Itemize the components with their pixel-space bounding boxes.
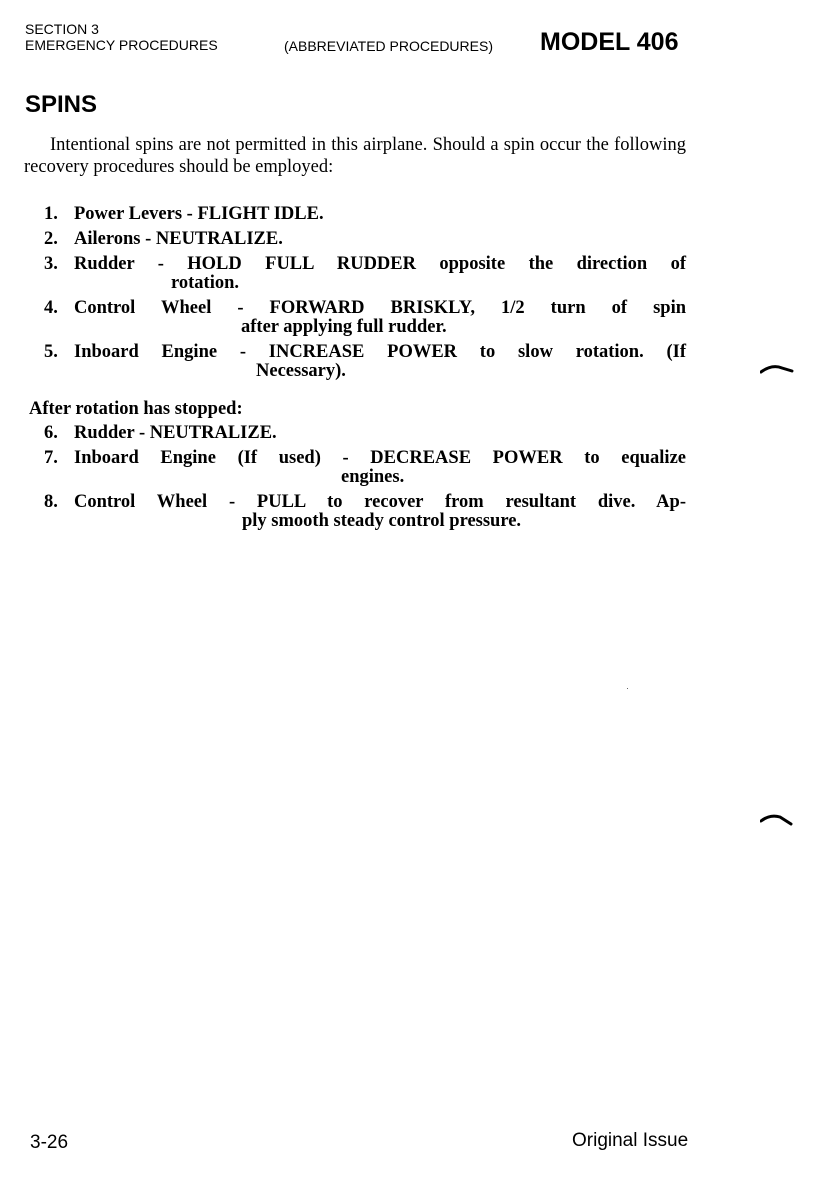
step-text-continued: rotation. — [171, 273, 240, 293]
step-number: 4. — [44, 298, 58, 318]
section-label — [25, 21, 218, 53]
step-text-continued: engines. — [341, 467, 405, 487]
margin-mark-icon — [760, 362, 794, 376]
step-text-continued: after applying full rudder. — [241, 317, 447, 337]
section-number: SECTION 3 — [25, 21, 99, 37]
step-text: Ailerons - NEUTRALIZE. — [74, 229, 283, 249]
page-title: SPINS — [25, 91, 98, 118]
section-subtitle: (ABBREVIATED PROCEDURES) — [284, 38, 493, 54]
step-text-continued: ply smooth steady control pressure. — [242, 511, 522, 531]
step-text: Control Wheel - FORWARD BRISKLY, 1/2 turn of spin — [74, 298, 686, 318]
margin-mark-icon — [760, 812, 794, 826]
step-item — [44, 205, 686, 224]
step-item — [44, 230, 686, 249]
speck — [627, 688, 628, 689]
section-category: EMERGENCY PROCEDURES — [25, 37, 218, 53]
step-number: 1. — [44, 204, 58, 224]
step-item — [44, 299, 686, 337]
step-text-continued: Necessary). — [256, 361, 346, 381]
intro-paragraph — [24, 134, 686, 178]
post-rotation-steps — [44, 424, 686, 537]
step-text: Power Levers - FLIGHT IDLE. — [74, 204, 324, 224]
step-number: 5. — [44, 342, 58, 362]
intro-text: Intentional spins are not permitted in this airplane. Should a spin occur the following recovery procedures should be employed: — [24, 135, 686, 177]
step-number: 3. — [44, 254, 58, 274]
step-text: Inboard Engine - INCREASE POWER to slow rotation. (If — [74, 342, 686, 362]
issue-label: Original Issue — [572, 1130, 689, 1151]
step-item — [44, 343, 686, 381]
step-item — [44, 424, 686, 443]
step-number: 6. — [44, 423, 58, 443]
page-number: 3-26 — [30, 1132, 69, 1153]
step-item — [44, 493, 686, 531]
recovery-steps — [44, 205, 686, 387]
step-text: Control Wheel - PULL to recover from resultant dive. Ap- — [74, 492, 686, 512]
step-number: 2. — [44, 229, 58, 249]
step-item — [44, 255, 686, 293]
step-number: 8. — [44, 492, 58, 512]
model-label: MODEL 406 — [540, 28, 679, 56]
step-text: Rudder - HOLD FULL RUDDER opposite the direction of — [74, 254, 686, 274]
after-rotation-heading: After rotation has stopped: — [29, 399, 243, 419]
step-text: Rudder - NEUTRALIZE. — [74, 423, 277, 443]
step-item — [44, 449, 686, 487]
step-number: 7. — [44, 448, 58, 468]
step-text: Inboard Engine (If used) - DECREASE POWER to equalize — [74, 448, 686, 468]
